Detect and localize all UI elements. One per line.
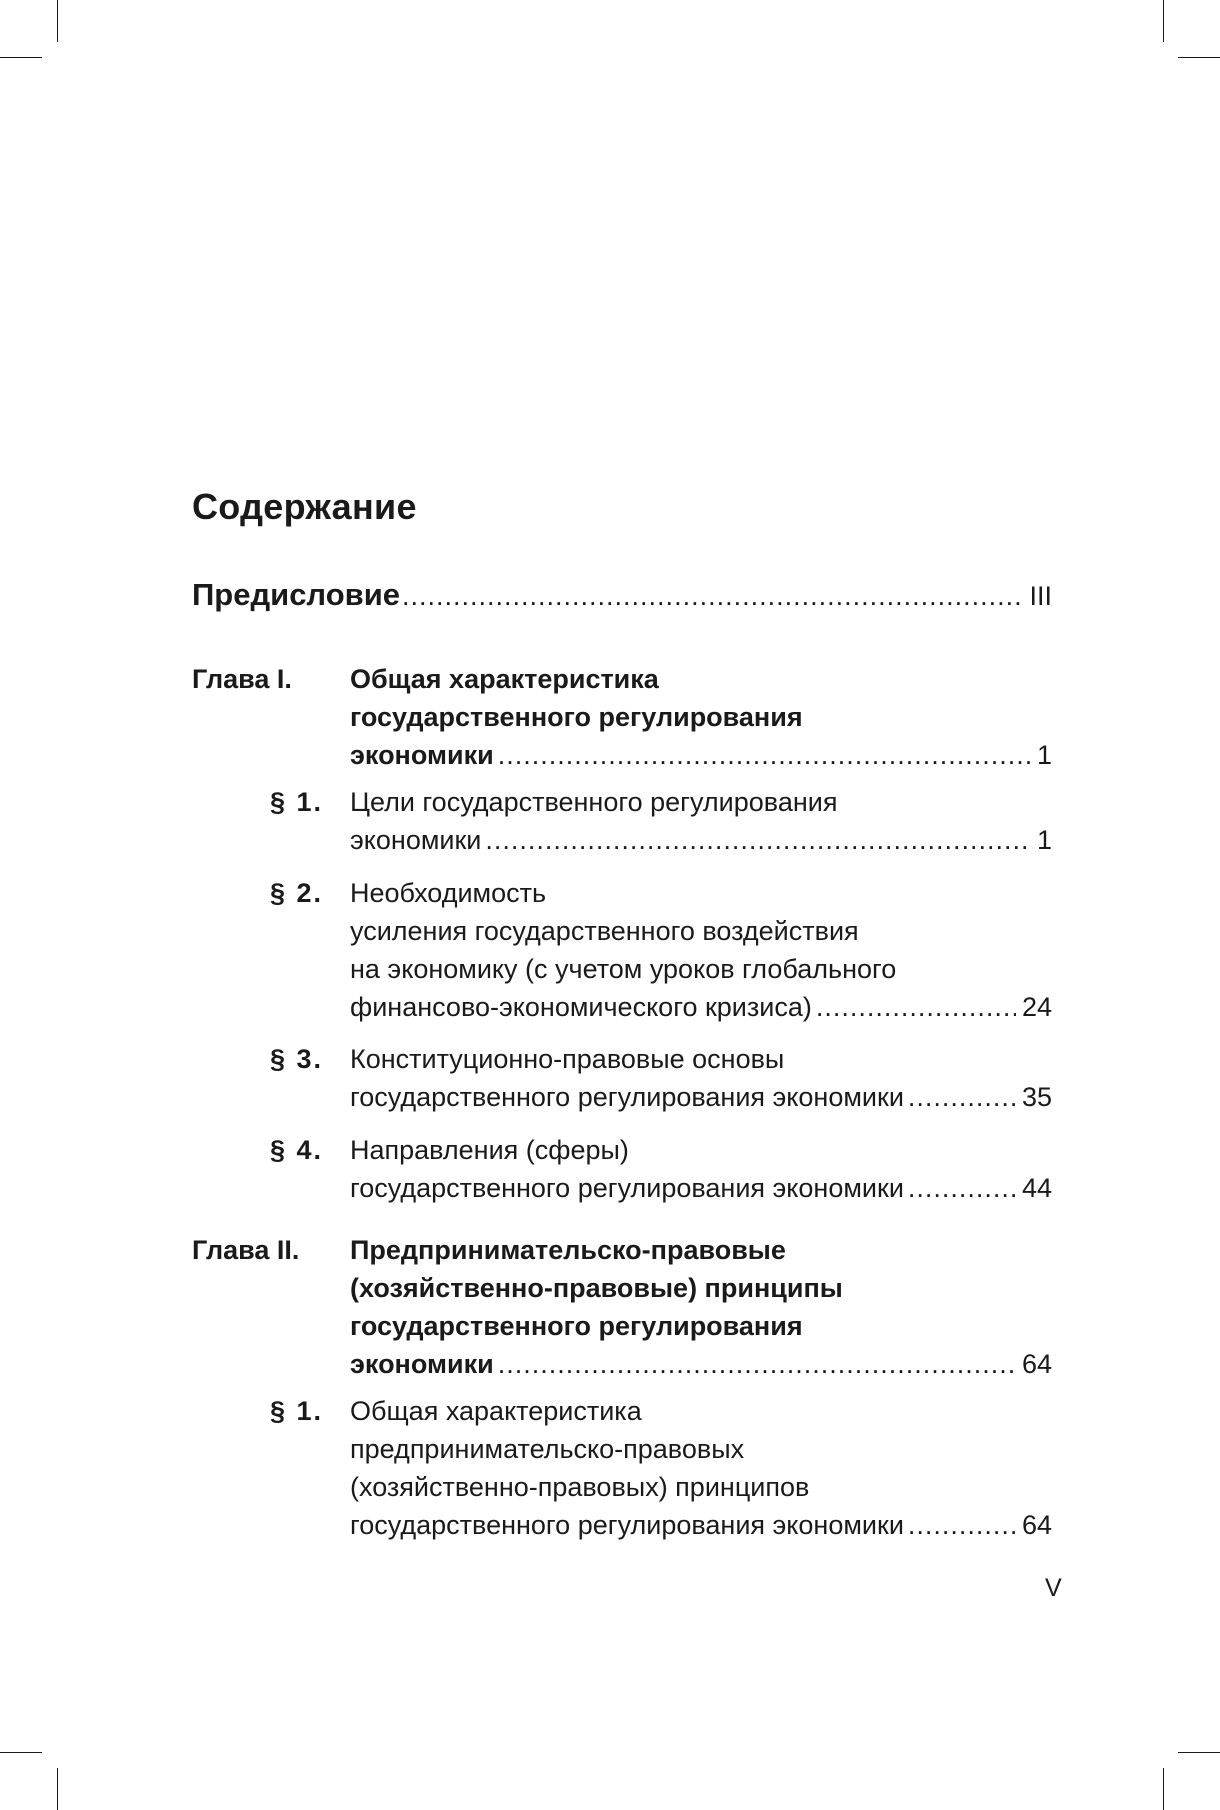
chapter-label: Глава I. — [192, 664, 292, 694]
entry-line: предпринимательско-правовых — [350, 1434, 745, 1464]
crop-mark — [1163, 1768, 1164, 1810]
section-label: § 3. — [270, 1044, 324, 1074]
entry-line: Цели государственного регулирования — [350, 787, 838, 817]
section-label: § 1. — [270, 787, 324, 817]
page-ref: III — [1029, 581, 1052, 611]
crop-mark — [1178, 57, 1220, 58]
page-ref: 1 — [1036, 825, 1052, 855]
toc-entry-chapter-1[interactable] — [192, 660, 1052, 774]
page-ref: 24 — [1021, 992, 1052, 1022]
section-label: § 1. — [270, 1396, 324, 1426]
entry-label: Предисловие — [192, 577, 401, 612]
dot-leader — [485, 821, 1031, 859]
entry-line-last — [350, 1078, 1052, 1116]
toc-entry-section-1-1[interactable] — [192, 783, 1052, 859]
entry-line: Общая характеристика — [350, 1396, 642, 1426]
entry-line-last — [350, 736, 1052, 774]
entry-line-last — [350, 988, 1052, 1026]
crop-mark — [57, 1768, 58, 1810]
entry-line-last — [350, 1345, 1052, 1383]
dot-leader — [816, 988, 1016, 1026]
toc-entry-chapter-2[interactable] — [192, 1231, 1052, 1383]
entry-line: усиления государственного воздействия — [350, 916, 859, 946]
entry-text: государственного регулирования экономики — [350, 1082, 904, 1112]
page-ref: 64 — [1021, 1349, 1052, 1379]
crop-mark — [1163, 0, 1164, 42]
page-ref: 64 — [1021, 1510, 1052, 1540]
page-ref: 35 — [1021, 1082, 1052, 1112]
toc-entry-section-1-4[interactable] — [192, 1131, 1052, 1207]
crop-mark — [0, 57, 42, 58]
toc-entry-section-1-2[interactable] — [192, 874, 1052, 1026]
dot-leader — [908, 1078, 1016, 1116]
dot-leader — [498, 736, 1031, 774]
section-label: § 2. — [270, 878, 324, 908]
page-title: Содержание — [192, 486, 417, 527]
entry-text: экономики — [350, 825, 482, 855]
entry-line: Направления (сферы) — [350, 1135, 629, 1165]
entry-text: экономики — [350, 740, 494, 770]
entry-text: государственного регулирования экономики — [350, 1510, 904, 1540]
entry-line: государственного регулирования — [350, 702, 803, 732]
entry-text: финансово-экономического кризиса) — [350, 992, 812, 1022]
toc-entry-preface[interactable] — [192, 577, 1052, 613]
entry-line: (хозяйственно-правовых) принципов — [350, 1472, 810, 1502]
entry-line: Конституционно-правовые основы — [350, 1044, 785, 1074]
dot-leader — [908, 1506, 1016, 1544]
chapter-label: Глава II. — [192, 1235, 300, 1265]
crop-mark — [57, 0, 58, 42]
entry-line-last — [350, 1506, 1052, 1544]
entry-text: государственного регулирования экономики — [350, 1173, 904, 1203]
entry-line: на экономику (с учетом уроков глобального — [350, 954, 897, 984]
page-ref: 1 — [1036, 740, 1052, 770]
dot-leader — [498, 1345, 1016, 1383]
entry-line: Необходимость — [350, 878, 547, 908]
entry-line-last — [350, 1169, 1052, 1207]
crop-mark — [0, 1752, 42, 1753]
entry-line: Общая характеристика — [350, 664, 659, 694]
toc-entry-section-2-1[interactable] — [192, 1392, 1052, 1544]
entry-line: Предпринимательско-правовые — [350, 1235, 786, 1265]
page-number: V — [1045, 1574, 1062, 1602]
toc-entry-section-1-3[interactable] — [192, 1040, 1052, 1116]
section-label: § 4. — [270, 1135, 324, 1165]
crop-mark — [1178, 1752, 1220, 1753]
entry-line: (хозяйственно-правовые) принципы — [350, 1273, 843, 1303]
entry-line-last — [350, 821, 1052, 859]
page-ref: 44 — [1021, 1173, 1052, 1203]
entry-text: экономики — [350, 1349, 494, 1379]
entry-line: государственного регулирования — [350, 1311, 803, 1341]
dot-leader — [908, 1169, 1016, 1207]
dot-leader — [402, 581, 1021, 612]
